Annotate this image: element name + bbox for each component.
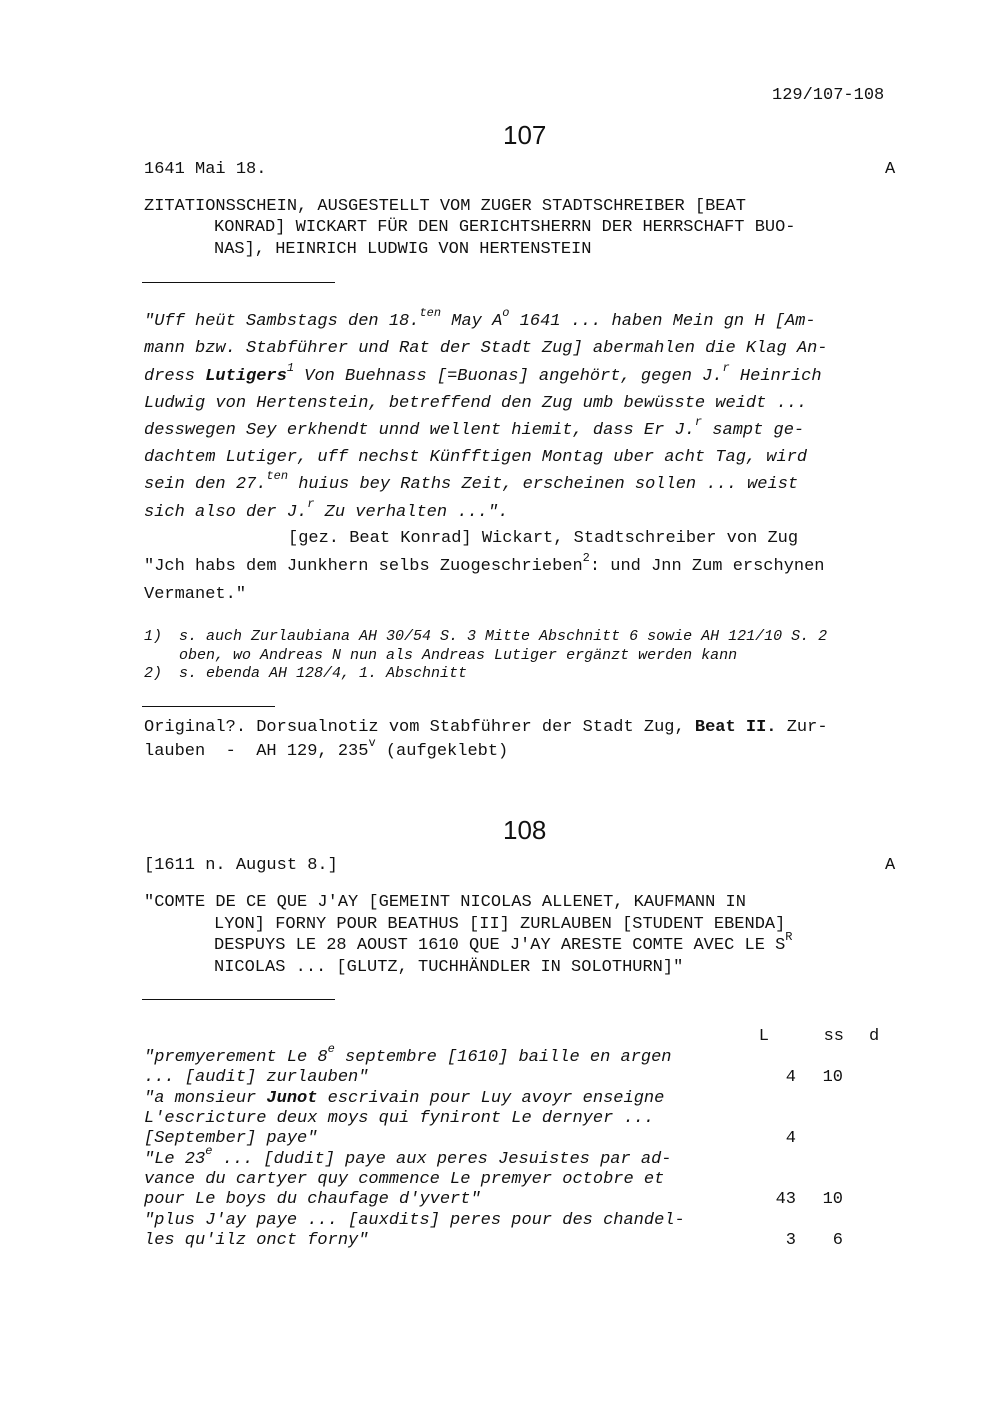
document-title-line-108: "COMTE DE CE QUE J'AY [GEMEINT NICOLAS ALLENET, KAUFMANN IN [144, 893, 746, 912]
ledger-value-l: 4 [785, 1129, 796, 1148]
document-title-line-108: DESPUYS LE 28 AOUST 1610 QUE J'AY ARESTE COMTE AVEC LE $S^R$ [214, 930, 793, 955]
title-divider [142, 999, 335, 1000]
column-header-d: d [869, 1027, 880, 1046]
document-title-line-108: NICOLAS ... [GLUTZ, TUCHHÄNDLER IN SOLOTHURN]" [214, 958, 684, 977]
body-line: Ludwig von Hertenstein, betreffend den Zug umb bewüsste weidt ... [144, 394, 808, 413]
ledger-entry-line: pour Le boys du chaufage d'yvert" [144, 1190, 481, 1209]
body-line: dachtem Lutiger, uff nechst Künfftigen Montag uber acht Tag, wird [144, 448, 808, 467]
ledger-entry-line: ... [audit] zurlauben" [144, 1068, 369, 1087]
document-date-107: 1641 Mai 18. [144, 160, 267, 179]
ledger-entry-line: L'escricture deux moys qui fyniront Le dernyer ... [144, 1109, 655, 1128]
ledger-value-l: 4 [785, 1068, 796, 1087]
ledger-entry-line: "a monsieur Junot escrivain pour Luy avoyr enseigne [144, 1089, 665, 1108]
footnote-marker: 1) [144, 628, 163, 645]
body-line: desswegen Sey erkhendt unnd wellent hiemit, dass Er J.$^r$ sampt ge- [144, 415, 805, 440]
person-name-junot: Junot [266, 1089, 318, 1108]
person-name-lutigers: Lutigers [205, 367, 287, 386]
document-title-line-107: NAS], HEINRICH LUDWIG VON HERTENSTEIN [214, 240, 592, 259]
ledger-entry-line: "plus J'ay paye ... [auxdits] peres pour des chandel- [144, 1211, 685, 1230]
ledger-value-ss: 10 [822, 1068, 843, 1087]
document-title-line-107: KONRAD] WICKART FÜR DEN GERICHTSHERRN DER HERRSCHAFT BUO- [214, 218, 796, 237]
footnote-divider [142, 706, 275, 707]
footnote-text: s. ebenda AH 128/4, 1. Abschnitt [179, 665, 468, 682]
document-date-108: [1611 n. August 8.] [144, 856, 338, 875]
document-number-107: 107 [503, 120, 547, 150]
ledger-entry-line: "premyerement Le 8e septembre [1610] baille en argen [144, 1042, 672, 1067]
ledger-value-ss: 6 [832, 1231, 843, 1250]
document-class-108: A [885, 856, 896, 875]
ledger-value-l: 3 [785, 1231, 796, 1250]
signature-line: [gez. Beat Konrad] Wickart, Stadtschreiber von Zug [288, 529, 799, 548]
column-header-ss: ss [823, 1027, 844, 1046]
body-line: sich also der J.$^r$ Zu verhalten ...". [144, 497, 509, 522]
ledger-entry-line: "Le 23e ... [dudit] paye aux peres Jesuistes par ad- [144, 1144, 672, 1169]
source-note: Original?. Dorsualnotiz vom Stabführer der Stadt Zug, Beat II. Zur- [144, 718, 828, 737]
footnote-text: s. auch Zurlaubiana AH 30/54 S. 3 Mitte Abschnitt 6 sowie AH 121/10 S. 2 [179, 628, 828, 645]
body-line: mann bzw. Stabführer und Rat der Stadt Zug] abermahlen die Klag An- [144, 339, 828, 358]
body-line: dress Lutigers$^1$ Von Buehnass [=Buonas] angehört, gegen J.$^r$ Heinrich [144, 361, 822, 386]
title-divider [142, 282, 335, 283]
body-line: Vermanet." [144, 585, 247, 604]
ledger-entry-line: [September] paye" [144, 1129, 318, 1148]
source-note: lauben - AH 129, 235$^v$ (aufgeklebt) [144, 736, 509, 761]
ledger-value-l: 43 [775, 1190, 796, 1209]
ledger-entry-line: les qu'ilz onct forny" [144, 1231, 369, 1250]
document-title-line-108: LYON] FORNY POUR BEATHUS [II] ZURLAUBEN [STUDENT EBENDA] [214, 915, 786, 934]
document-title-line-107: ZITATIONSSCHEIN, AUSGESTELLT VOM ZUGER STADTSCHREIBER [BEAT [144, 197, 746, 216]
body-line: "Uff heüt Sambstags den 18.$^{ten}$ May $A^o$ 1641 ... haben Mein gn H [Am- [144, 306, 816, 331]
column-header-l: L [758, 1027, 769, 1046]
document-number-108: 108 [503, 815, 547, 845]
ledger-value-ss: 10 [822, 1190, 843, 1209]
ledger-entry-line: vance du cartyer quy commence Le premyer octobre et [144, 1170, 665, 1189]
page-reference: 129/107-108 [772, 86, 885, 105]
footnote-text: oben, wo Andreas N nun als Andreas Lutiger ergänzt werden kann [179, 647, 738, 664]
document-class-107: A [885, 160, 896, 179]
body-line: "Jch habs dem Junkhern selbs Zuogeschrieben$^2$: und Jnn Zum erschynen [144, 551, 825, 576]
footnote-marker: 2) [144, 665, 163, 682]
body-line: sein den 27.$^{ten}$ huius bey Raths Zeit, erscheinen sollen ... weist [144, 469, 799, 494]
